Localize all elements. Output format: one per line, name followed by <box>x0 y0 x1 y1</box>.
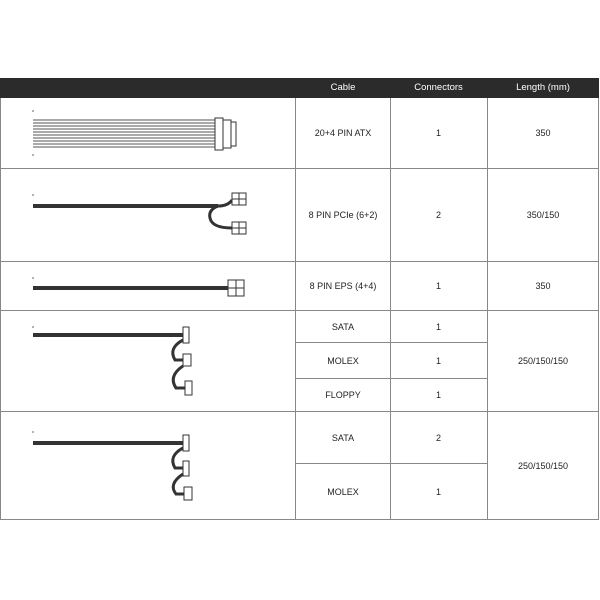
row-4a-cable: SATA <box>331 321 355 332</box>
row-2-connectors: 2 <box>435 210 441 220</box>
row-4c-connectors: 1 <box>435 390 441 400</box>
eps-8pin-cable-icon <box>33 277 244 296</box>
row-4-length: 250/150/150 <box>517 356 569 366</box>
row-1-connectors: 1 <box>435 128 441 138</box>
row-5a-cable: SATA <box>331 432 355 443</box>
row-4b-cable: MOLEX <box>327 355 359 366</box>
row-4a-connectors: 1 <box>435 321 441 332</box>
header-length: Length (mm) <box>516 82 570 93</box>
sata-molex-floppy-cable-icon <box>33 326 192 395</box>
row-3-cable: 8 PIN EPS (4+4) <box>309 281 377 291</box>
sata-molex-cable-icon <box>33 431 192 500</box>
row-1-cable: 20+4 PIN ATX <box>314 128 372 138</box>
header-cable: Cable <box>330 82 356 93</box>
row-4c-cable: FLOPPY <box>325 390 361 400</box>
header-connectors: Connectors <box>414 82 463 93</box>
row-5b-cable: MOLEX <box>327 486 359 497</box>
row-2-cable: 8 PIN PCIe (6+2) <box>308 210 378 220</box>
atx-24pin-cable-icon <box>33 110 236 156</box>
row-1-length: 350 <box>535 128 551 138</box>
row-4b-connectors: 1 <box>435 355 441 366</box>
cable-illustrations <box>0 78 296 520</box>
pcie-8pin-cable-icon <box>33 193 246 234</box>
cable-spec-table <box>0 78 599 520</box>
row-2-length: 350/150 <box>526 210 560 220</box>
row-5-length: 250/150/150 <box>517 460 569 471</box>
row-5a-connectors: 2 <box>435 432 441 443</box>
row-5b-connectors: 1 <box>435 486 441 497</box>
row-3-connectors: 1 <box>435 281 441 291</box>
row-3-length: 350 <box>535 281 551 291</box>
